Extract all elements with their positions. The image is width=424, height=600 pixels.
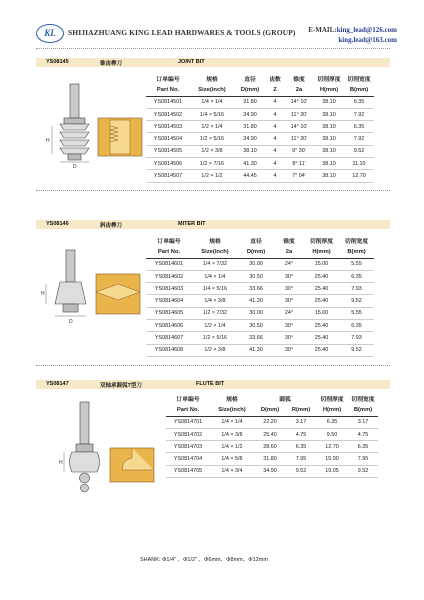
table-row-cell: 7.93	[339, 283, 374, 295]
table-row-cell: 30.00	[238, 258, 274, 270]
table-row-cell: 30°	[274, 270, 304, 282]
table-row-cell: YS0814503	[146, 121, 190, 133]
table-row-cell: 1/2 × 7/16	[190, 158, 234, 170]
table-row-cell: 1/2 × 3/8	[190, 145, 234, 157]
table-row-cell: 9.52	[339, 344, 374, 356]
table-header-cn-cell: 切削厚度	[320, 397, 344, 404]
table-row-cell: 4	[266, 133, 284, 145]
table-header-en	[146, 84, 374, 96]
table-header-en-cell: D(mm)	[234, 84, 266, 96]
table-row-cell: 8° 11′	[284, 158, 314, 170]
table-header-cn-cell: 切削宽度	[344, 239, 369, 246]
table-row	[146, 170, 374, 182]
table-row-cell: 4.75	[286, 428, 316, 440]
table-row	[146, 158, 374, 170]
table-row	[146, 320, 374, 332]
email-label: E-MAIL:	[308, 26, 337, 34]
table-row-cell: YS0814602	[146, 270, 192, 282]
table-header-cn-cell: 订单编号	[157, 239, 181, 246]
table-header-cn-cell: 切削厚度	[309, 239, 334, 246]
table-row-cell: 30°	[274, 332, 304, 344]
table-header-cn-cell: 订单编号	[176, 397, 200, 404]
table-row-cell: YS0814507	[146, 170, 190, 182]
table-row-cell: 4	[266, 170, 284, 182]
svg-text:D: D	[73, 164, 77, 168]
table-row-cell: 1/4 × 3/4	[210, 465, 254, 477]
table-row-cell: 30°	[274, 295, 304, 307]
table-row-cell: 6.35	[344, 121, 374, 133]
company-logo: KL	[36, 24, 64, 43]
contact-emails	[308, 25, 397, 45]
section-cn-name: 斜齿榫刀	[100, 223, 123, 229]
section-en-name: MITER BIT	[178, 221, 206, 227]
table-row-cell: 4.75	[348, 428, 378, 440]
table-row-cell: 25.40	[304, 320, 339, 332]
table-row-cell: 7.93	[339, 332, 374, 344]
table-header-en-cell: Size(inch)	[210, 404, 254, 416]
table-row-cell: YS0814701	[166, 416, 210, 428]
svg-text:H: H	[59, 460, 63, 466]
table-row-cell: 5.55	[339, 258, 374, 270]
table-row-cell: 31.80	[254, 453, 286, 465]
table-row-cell: 1/2 × 5/16	[192, 332, 238, 344]
section-en-name: FLUTE BIT	[196, 381, 225, 387]
table-row-cell: 11° 30′	[284, 133, 314, 145]
table-row-cell: YS0814601	[146, 258, 192, 270]
table-row	[146, 295, 374, 307]
table-row-cell: 6.35	[344, 96, 374, 108]
table-row	[146, 133, 374, 145]
table-row-cell: 1/2 × 3/8	[192, 344, 238, 356]
table-row-cell: 6.35	[316, 416, 348, 428]
miter-bit-illustration	[40, 248, 144, 332]
table-row-cell: 25.40	[304, 332, 339, 344]
table-header-en-cell: H(mm)	[316, 404, 348, 416]
table-row-cell: 15.00	[304, 307, 339, 319]
table-row	[166, 441, 378, 453]
table-row-cell: 34.90	[234, 133, 266, 145]
table-row-cell: 7.95	[286, 453, 316, 465]
table-header-cn-cell: 规格	[226, 397, 238, 404]
table-row-cell: 30°	[274, 320, 304, 332]
section-divider-2	[36, 365, 390, 366]
table-row-cell: 25.40	[304, 270, 339, 282]
table-row-cell: 6.35	[348, 441, 378, 453]
table-row-cell: 1/4 × 1/4	[192, 270, 238, 282]
table-header-en-cell: Part No.	[166, 404, 210, 416]
table-row-cell: YS0814607	[146, 332, 192, 344]
table-header-cn	[166, 393, 378, 404]
table-row-cell: 12.70	[344, 170, 374, 182]
table-row-cell: 15.90	[316, 453, 348, 465]
table-header-cn-cell: 切削宽度	[351, 397, 375, 404]
table-row-cell: 38.10	[314, 96, 344, 108]
table-header-en-cell: 2a	[274, 246, 304, 258]
table-row-cell: 14° 10′	[284, 96, 314, 108]
svg-text:H: H	[46, 138, 50, 144]
table-row-cell: 11° 30′	[284, 108, 314, 120]
table-row-cell: YS0814505	[146, 145, 190, 157]
table-row-cell: 12.70	[316, 441, 348, 453]
table-row-cell: 30°	[274, 344, 304, 356]
table-header-en-cell: Size(inch)	[190, 84, 234, 96]
section-cn-name: 双轴承圆弧T型刀	[100, 383, 142, 389]
table-row-cell: 34.90	[254, 465, 286, 477]
table-row-cell: 38.10	[234, 145, 266, 157]
table-row-cell: 1/4 × 1/4	[190, 96, 234, 108]
table-row-cell: 3.17	[348, 416, 378, 428]
section-code: YS08146	[46, 221, 69, 227]
table-header-cn-cell: 锥度	[293, 77, 305, 84]
table-row-cell: 1/2 × 5/16	[190, 133, 234, 145]
table-row-cell: YS0814703	[166, 441, 210, 453]
table-row-cell: 5.55	[339, 307, 374, 319]
table-row-cell: 3.17	[286, 416, 316, 428]
table-row	[146, 344, 374, 356]
table-row-cell: 30.50	[238, 320, 274, 332]
table-row-cell: 1/4 × 3/8	[192, 295, 238, 307]
table-row	[146, 258, 374, 270]
table-header-en-cell: H(mm)	[314, 84, 344, 96]
table-row	[166, 428, 378, 440]
table-row-cell: YS0814504	[146, 133, 190, 145]
table-header-en-cell: D(mm)	[238, 246, 274, 258]
page-header	[0, 0, 424, 46]
table-row	[166, 453, 378, 465]
table-row-cell: 38.10	[314, 121, 344, 133]
table-row	[166, 465, 378, 477]
table-row-cell: 31.80	[234, 121, 266, 133]
table-row-cell: 6.35	[339, 270, 374, 282]
table-row-cell: 1/4 × 1/4	[210, 416, 254, 428]
table-row-cell: 15.00	[304, 258, 339, 270]
table-row-cell: 25.40	[254, 428, 286, 440]
table-header-cn-cell: 规格	[206, 77, 218, 84]
section-bar-flute-bit	[36, 380, 390, 389]
table-row-cell: 1/2 × 1/4	[192, 320, 238, 332]
table-row-cell: 25.40	[304, 344, 339, 356]
table-header-en-cell: H(mm)	[304, 246, 339, 258]
table-row-cell: 1/4 × 3/8	[210, 428, 254, 440]
joint-bit-table	[146, 73, 374, 183]
table-row-cell: 9.52	[348, 465, 378, 477]
table-row-cell: 1/4 × 5/16	[192, 283, 238, 295]
table-row-cell: 1/2 × 7/32	[192, 307, 238, 319]
table-header-en-cell: 2a	[284, 84, 314, 96]
table-header-en-cell: Z	[266, 84, 284, 96]
section-en-name: JOINT BIT	[178, 59, 205, 65]
table-header-cn	[146, 235, 374, 246]
table-header-en	[166, 404, 378, 416]
table-row-cell: 9.52	[344, 145, 374, 157]
table-row	[146, 283, 374, 295]
table-row-cell: YS0814608	[146, 344, 192, 356]
table-header-en-cell: R(mm)	[286, 404, 316, 416]
table-row-cell: YS0814605	[146, 307, 192, 319]
table-row-cell: 1/2 × 1/4	[190, 121, 234, 133]
table-row-cell: 38.10	[314, 108, 344, 120]
table-row-cell: 4	[266, 145, 284, 157]
table-header-cn-cell: 切削宽度	[347, 77, 371, 84]
table-header-en	[146, 246, 374, 258]
table-row-cell: 31.80	[234, 96, 266, 108]
table-row-cell: YS0814501	[146, 96, 190, 108]
table-row-cell: 30.50	[238, 270, 274, 282]
shank-sizes-note: SHANK: Φ1/4″ 、Φ1/2″ 、Φ6mm、Φ8mm、Φ12mm	[140, 557, 268, 563]
table-row-cell: 4	[266, 158, 284, 170]
table-row-cell: 7.92	[344, 108, 374, 120]
table-row-cell: 38.10	[314, 145, 344, 157]
table-header-cn-cell: 直径	[244, 77, 256, 84]
section-bar-miter-bit	[36, 220, 390, 229]
table-row-cell: 28.60	[254, 441, 286, 453]
svg-text:D: D	[69, 319, 73, 325]
table-row-cell: 30°	[274, 283, 304, 295]
section-cn-name: 锥齿榫刀	[100, 61, 123, 67]
table-row-cell: 7° 04′	[284, 170, 314, 182]
table-row-cell: 25.40	[304, 295, 339, 307]
table-row	[146, 270, 374, 282]
table-header-cn-cell: 齿数	[269, 77, 281, 84]
joint-bit-illustration	[44, 82, 148, 168]
table-row-cell: 44.45	[234, 170, 266, 182]
flute-bit-illustration	[58, 400, 168, 500]
section-code: YS08147	[46, 381, 69, 387]
table-row-cell: YS0814506	[146, 158, 190, 170]
table-header-cn	[146, 73, 374, 84]
table-row	[146, 332, 374, 344]
section-divider-1	[36, 190, 390, 191]
svg-text:H: H	[41, 291, 45, 297]
table-row-cell: YS0814705	[166, 465, 210, 477]
table-row-cell: 9.50	[316, 428, 348, 440]
table-row-cell: YS0814502	[146, 108, 190, 120]
table-row	[146, 121, 374, 133]
table-row-cell: 38.10	[314, 170, 344, 182]
flute-bit-table	[166, 393, 378, 478]
table-row-cell: 6.35	[339, 320, 374, 332]
table-row-cell: 6.35	[286, 441, 316, 453]
table-row-cell: 41.30	[238, 344, 274, 356]
table-header-cn-cell: 切削厚度	[317, 77, 341, 84]
table-header-en-cell: B(mm)	[344, 84, 374, 96]
table-row-cell: 1/4 × 5/8	[210, 453, 254, 465]
table-header-cn-cell: 锥度	[283, 239, 295, 246]
table-row	[146, 145, 374, 157]
table-row-cell: 38.10	[314, 133, 344, 145]
email-2[interactable]: king.lead@163.com	[338, 36, 397, 44]
table-row	[166, 416, 378, 428]
table-row-cell: 25.40	[304, 283, 339, 295]
miter-bit-table	[146, 235, 374, 357]
table-header-cn-cell: 规格	[209, 239, 221, 246]
table-row-cell: YS0814702	[166, 428, 210, 440]
table-row-cell: 34.90	[234, 108, 266, 120]
table-row-cell: YS0814604	[146, 295, 192, 307]
table-header-en-cell: Part No.	[146, 246, 192, 258]
table-row-cell: 33.66	[238, 332, 274, 344]
table-row-cell: 4	[266, 121, 284, 133]
table-row	[146, 96, 374, 108]
header-divider	[36, 48, 390, 49]
table-row-cell: 9° 30′	[284, 145, 314, 157]
table-row-cell: 38.10	[314, 158, 344, 170]
table-row-cell: 11.10	[344, 158, 374, 170]
table-row-cell: 9.52	[339, 295, 374, 307]
table-row-cell: 9.52	[286, 465, 316, 477]
table-header-en-cell: B(mm)	[339, 246, 374, 258]
table-row-cell: YS0814603	[146, 283, 192, 295]
table-row-cell: 33.66	[238, 283, 274, 295]
table-row-cell: 4	[266, 108, 284, 120]
table-row-cell: 30.00	[238, 307, 274, 319]
table-header-en-cell: Part No.	[146, 84, 190, 96]
table-row	[146, 108, 374, 120]
table-row-cell: 24°	[274, 307, 304, 319]
table-row-cell: 1/4 × 1/2	[210, 441, 254, 453]
table-row-cell: 41.30	[238, 295, 274, 307]
table-row-cell: 24°	[274, 258, 304, 270]
table-header-en-cell: Size(inch)	[192, 246, 238, 258]
table-row-cell: YS0814606	[146, 320, 192, 332]
table-row-cell: YS0814704	[166, 453, 210, 465]
table-row	[146, 307, 374, 319]
table-row-cell: 19.05	[316, 465, 348, 477]
section-bar-joint-bit	[36, 58, 390, 67]
table-row-cell: 1/4 × 7/32	[192, 258, 238, 270]
table-header-cn-cell: 直径	[250, 239, 262, 246]
table-row-cell: 7.95	[348, 453, 378, 465]
table-row-cell: 7.92	[344, 133, 374, 145]
table-row-cell: 4	[266, 96, 284, 108]
table-row-cell: 1/4 × 5/16	[190, 108, 234, 120]
table-row-cell: 22.20	[254, 416, 286, 428]
email-1[interactable]: king_lead@126.com	[336, 26, 397, 34]
company-name: SHIJIAZHUANG KING LEAD HARDWARES & TOOLS (GROUP)	[68, 28, 296, 37]
table-header-en-cell: B(mm)	[348, 404, 378, 416]
table-row-cell: 1/2 × 1/2	[190, 170, 234, 182]
table-header-cn-cell: 圆弧	[279, 397, 291, 404]
table-header-en-cell: D(mm)	[254, 404, 286, 416]
table-row-cell: 41.30	[234, 158, 266, 170]
table-header-cn-cell: 订单编号	[156, 77, 180, 84]
table-row-cell: 14° 10′	[284, 121, 314, 133]
section-code: YS08145	[46, 59, 69, 65]
